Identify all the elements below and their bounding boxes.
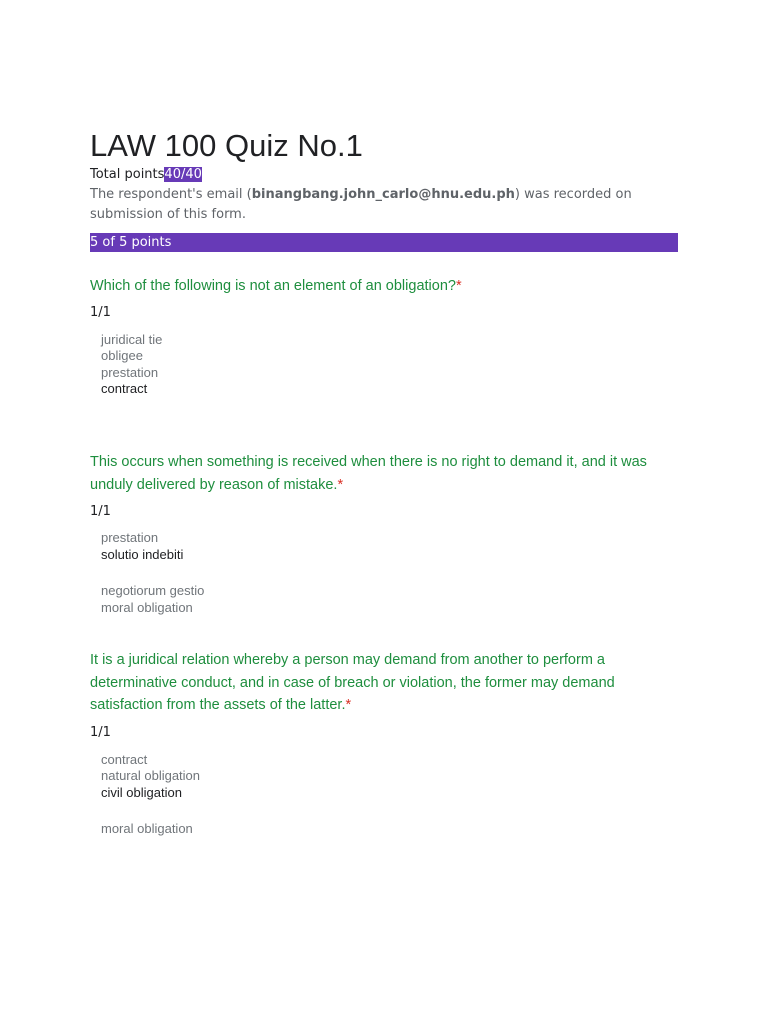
question-2-option[interactable]: moral obligation (101, 600, 193, 615)
question-3-option[interactable]: moral obligation (101, 821, 193, 836)
page-title: LAW 100 Quiz No.1 (90, 128, 363, 163)
question-1-title (90, 275, 680, 298)
section-points-bar: 5 of 5 points (90, 233, 678, 252)
question-1-option[interactable]: obligee (101, 348, 143, 363)
question-2-title (90, 451, 680, 496)
question-2-text: This occurs when something is received when there is no right to demand it, and it was unduly delivered by reason of mistake. (90, 454, 647, 493)
question-3-option[interactable]: natural obligation (101, 768, 201, 783)
question-3-option-selected[interactable]: civil obligation (101, 785, 182, 800)
question-3-score: 1/1 (90, 725, 111, 740)
question-2-option[interactable]: negotiorum gestio (101, 583, 205, 598)
email-recorded-note (90, 185, 690, 224)
question-3-title (90, 649, 680, 717)
required-asterisk: * (337, 476, 344, 493)
question-1-option[interactable]: juridical tie (101, 332, 163, 347)
question-2-score: 1/1 (90, 504, 111, 519)
question-3-text: It is a juridical relation whereby a person may demand from another to perform a determinative conduct, and in case of breach or violation, the former may demand satisfaction from the assets of the latter. (90, 652, 615, 714)
question-1-option-selected[interactable]: contract (101, 381, 148, 396)
question-2-option-selected[interactable]: solutio indebiti (101, 547, 184, 562)
question-1-score: 1/1 (90, 305, 111, 320)
total-points (90, 166, 202, 184)
question-2-option[interactable]: prestation (101, 530, 159, 545)
email-note-suffix: ) was recorded on submission of this form. (90, 187, 632, 222)
required-asterisk: * (455, 278, 462, 294)
question-1-option[interactable]: prestation (101, 365, 159, 380)
question-3-option[interactable]: contract (101, 752, 148, 767)
total-points-label: Total points (90, 167, 165, 182)
total-score-badge: 40/40 (164, 167, 202, 182)
respondent-email: binangbang.john_carlo@hnu.edu.ph (251, 187, 515, 202)
required-asterisk: * (345, 697, 352, 714)
email-note-prefix: The respondent's email ( (90, 187, 252, 202)
question-1-text: Which of the following is not an element of an obligation? (90, 278, 456, 294)
